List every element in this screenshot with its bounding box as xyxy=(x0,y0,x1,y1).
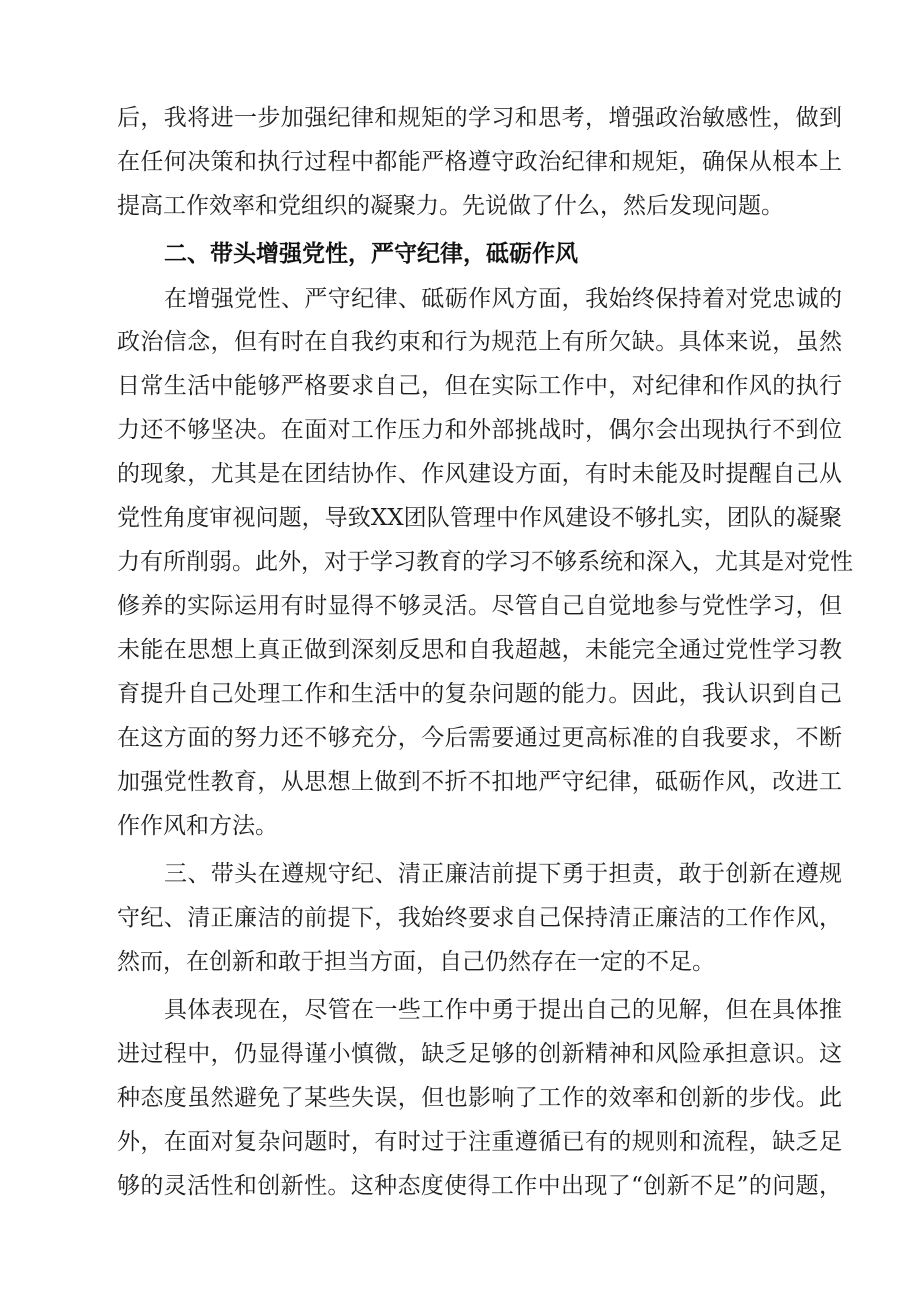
paragraph-line: 力还不够坚决。在面对工作压力和外部挑战时，偶尔会出现执行不到位 xyxy=(117,417,842,443)
paragraph-line: 政治信念，但有时在自我约束和行为规范上有所欠缺。具体来说，虽然 xyxy=(117,329,842,355)
paragraph-line: 进过程中，仍显得谨小慎微，缺乏足够的创新精神和风险承担意识。这 xyxy=(117,1041,842,1067)
section-heading-two: 二、带头增强党性，严守纪律，砥砺作风 xyxy=(164,241,578,267)
paragraph-line: 日常生活中能够严格要求自己，但在实际工作中，对纪律和作风的执行 xyxy=(117,373,842,399)
paragraph-line: 然而，在创新和敢于担当方面，自己仍然存在一定的不足。 xyxy=(117,949,715,975)
paragraph-line: 具体表现在，尽管在一些工作中勇于提出自己的见解，但在具体推 xyxy=(164,997,842,1023)
paragraph-line: 育提升自己处理工作和生活中的复杂问题的能力。因此，我认识到自己 xyxy=(117,681,842,707)
paragraph-line: 修养的实际运用有时显得不够灵活。尽管自己自觉地参与党性学习，但 xyxy=(117,593,842,619)
paragraph-line: 外，在面对复杂问题时，有时过于注重遵循已有的规则和流程，缺乏足 xyxy=(117,1129,842,1155)
paragraph-line: 后，我将进一步加强纪律和规矩的学习和思考，增强政治敏感性，做到 xyxy=(117,105,842,131)
paragraph-line: 的现象，尤其是在团结协作、作风建设方面，有时未能及时提醒自己从 xyxy=(117,461,842,487)
paragraph-line: 在任何决策和执行过程中都能严格遵守政治纪律和规矩，确保从根本上 xyxy=(117,149,842,175)
paragraph-line: 作作风和方法。 xyxy=(117,813,278,839)
section-heading-three: 三、带头在遵规守纪、清正廉洁前提下勇于担责，敢于创新在遵规 xyxy=(164,861,842,887)
paragraph-line: 党性角度审视问题，导致XX团队管理中作风建设不够扎实，团队的凝聚 xyxy=(117,505,842,531)
paragraph-line: 未能在思想上真正做到深刻反思和自我超越，未能完全通过党性学习教 xyxy=(117,637,842,663)
paragraph-line: 力有所削弱。此外，对于学习教育的学习不够系统和深入，尤其是对党性 xyxy=(117,549,853,575)
paragraph-line: 提高工作效率和党组织的凝聚力。先说做了什么，然后发现问题。 xyxy=(117,193,784,219)
paragraph-line: 守纪、清正廉洁的前提下，我始终要求自己保持清正廉洁的工作作风， xyxy=(117,905,842,931)
paragraph-line: 在增强党性、严守纪律、砥砺作风方面，我始终保持着对党忠诚的 xyxy=(164,286,842,312)
paragraph-line: 在这方面的努力还不够充分，今后需要通过更高标准的自我要求，不断 xyxy=(117,725,842,751)
paragraph-line: 够的灵活性和创新性。这种态度使得工作中出现了“创新不足”的问题， xyxy=(117,1173,842,1199)
paragraph-line: 种态度虽然避免了某些失误，但也影响了工作的效率和创新的步伐。此 xyxy=(117,1085,842,1111)
paragraph-line: 加强党性教育，从思想上做到不折不扣地严守纪律，砥砺作风，改进工 xyxy=(117,769,842,795)
